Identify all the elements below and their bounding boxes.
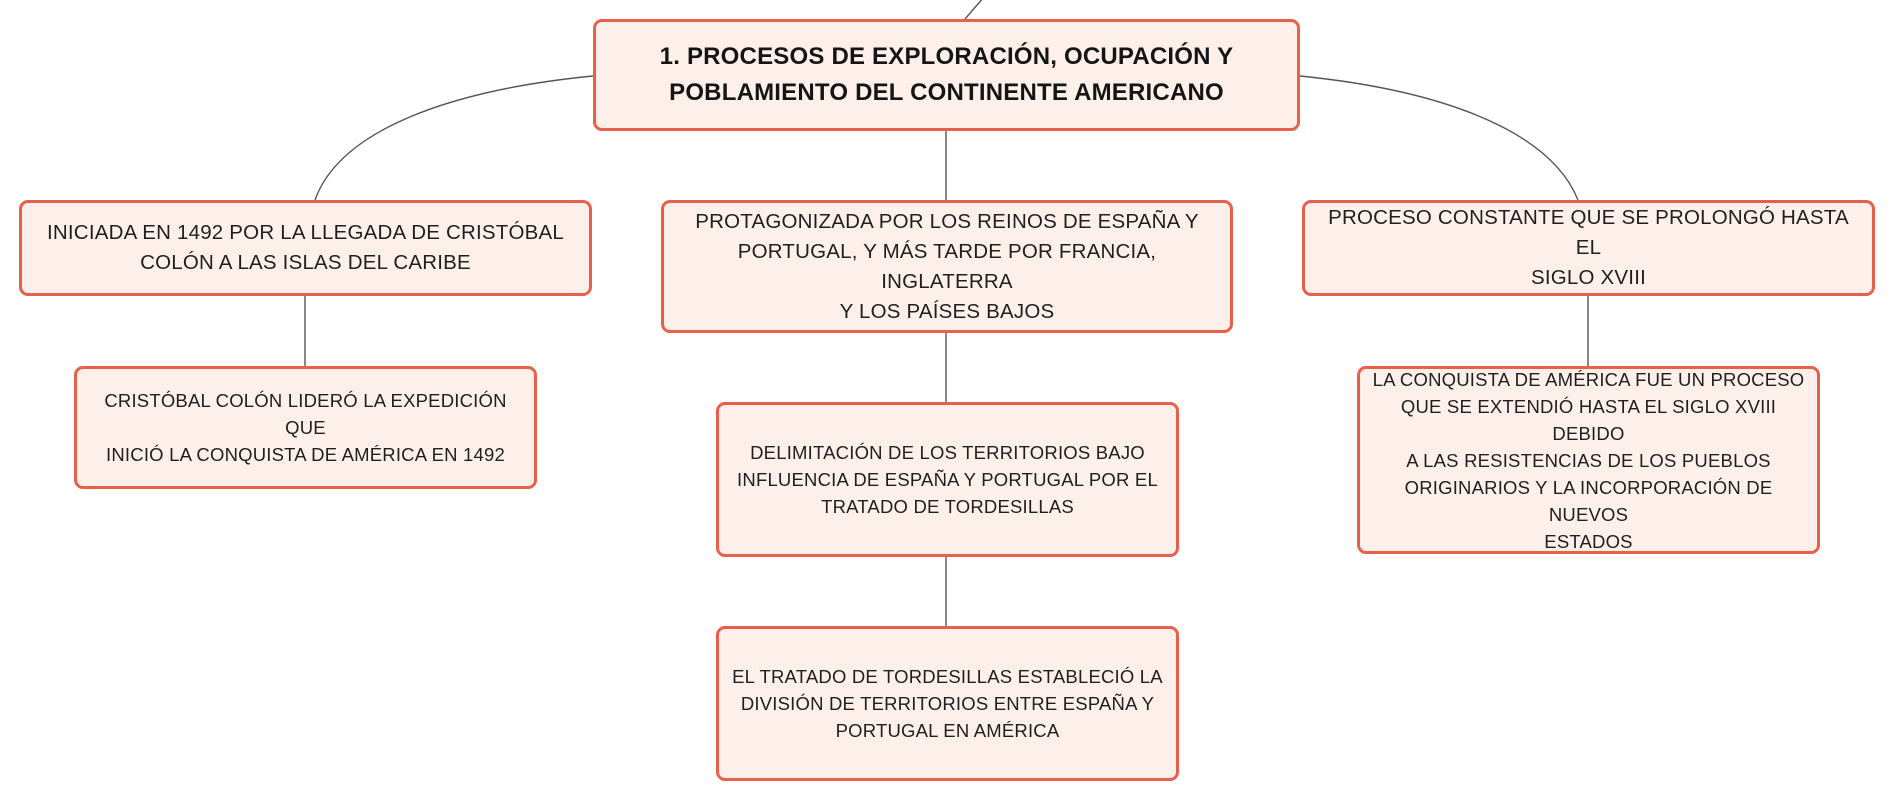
- detail-node-tordesillas-treaty[interactable]: [716, 626, 1179, 781]
- connector-root-parent: [965, 0, 990, 19]
- detail-node-territory-delimitation[interactable]: [716, 402, 1179, 557]
- connector-root-left: [315, 76, 593, 200]
- connector-root-right: [1300, 76, 1578, 200]
- root-topic-node[interactable]: [593, 19, 1300, 131]
- subtopic-text: PROCESO CONSTANTE QUE SE PROLONGÓ HASTA EL SIGLO XVIII: [1328, 206, 1849, 289]
- detail-text: LA CONQUISTA DE AMÉRICA FUE UN PROCESO QUE SE EXTENDIÓ HASTA EL SIGLO XVIII DEBIDO A LAS RESISTENCIAS DE LOS PUEBLOS ORIGINARIOS Y LA INCORPORACIÓN DE NUEVOS ESTADOS: [1372, 368, 1805, 552]
- root-topic-text: 1. PROCESOS DE EXPLORACIÓN, OCUPACIÓN Y POBLAMIENTO DEL CONTINENTE AMERICANO: [659, 43, 1234, 106]
- detail-text: EL TRATADO DE TORDESILLAS ESTABLECIÓ LA DIVISIÓN DE TERRITORIOS ENTRE ESPAÑA Y PORTUGAL EN AMÉRICA: [732, 666, 1163, 741]
- detail-node-columbus-expedition[interactable]: [74, 366, 537, 489]
- subtopic-text: PROTAGONIZADA POR LOS REINOS DE ESPAÑA Y PORTUGAL, Y MÁS TARDE POR FRANCIA, INGLATERRA Y LOS PAÍSES BAJOS: [695, 209, 1199, 323]
- subtopic-node-start-1492[interactable]: [19, 200, 592, 296]
- detail-text: DELIMITACIÓN DE LOS TERRITORIOS BAJO INFLUENCIA DE ESPAÑA Y PORTUGAL POR EL TRATADO DE TORDESILLAS: [737, 442, 1158, 517]
- subtopic-text: INICIADA EN 1492 POR LA LLEGADA DE CRISTÓBAL COLÓN A LAS ISLAS DEL CARIBE: [47, 221, 564, 274]
- subtopic-node-protagonists[interactable]: [661, 200, 1233, 333]
- subtopic-node-constant-process[interactable]: [1302, 200, 1875, 296]
- detail-node-conquest-extension[interactable]: [1357, 366, 1820, 554]
- detail-text: CRISTÓBAL COLÓN LIDERÓ LA EXPEDICIÓN QUE INICIÓ LA CONQUISTA DE AMÉRICA EN 1492: [104, 390, 507, 465]
